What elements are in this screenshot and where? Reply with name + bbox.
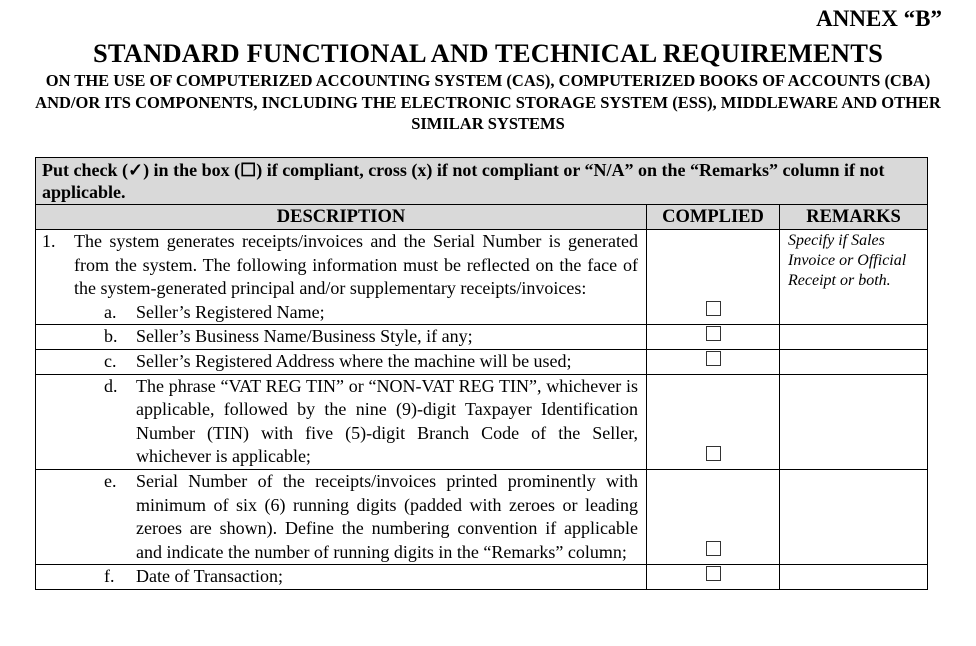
column-header-description: DESCRIPTION bbox=[36, 205, 647, 230]
subitem-letter: c. bbox=[104, 350, 117, 371]
subitem-text: Seller’s Registered Name; bbox=[136, 301, 325, 322]
complied-checkbox[interactable] bbox=[706, 566, 721, 581]
instruction-note: Put check (✓) in the box (☐) if compliant, cross (x) if not compliant or “N/A” on the “Remarks” column if not applicable. bbox=[36, 158, 928, 205]
document-subtitle: ON THE USE OF COMPUTERIZED ACCOUNTING SYSTEM (CAS), COMPUTERIZED BOOKS OF ACCOUNTS (CBA) AND/OR ITS COMPONENTS, INCLUDING THE ELECTRONIC STORAGE SYSTEM (ESS), MIDDLEWARE AND OTHER SIMILAR SYSTEMS bbox=[35, 71, 941, 133]
complied-checkbox[interactable] bbox=[706, 351, 721, 366]
table-row bbox=[36, 230, 928, 325]
remarks-cell: Specify if Sales Invoice or Official Receipt or both. bbox=[780, 230, 928, 325]
remarks-cell[interactable] bbox=[780, 565, 928, 590]
table-row bbox=[36, 565, 928, 590]
subitem-letter: d. bbox=[104, 375, 118, 396]
requirements-table bbox=[35, 157, 928, 590]
subitem-text: Date of Transaction; bbox=[136, 566, 283, 587]
table-row bbox=[36, 374, 928, 469]
document-title: STANDARD FUNCTIONAL AND TECHNICAL REQUIREMENTS bbox=[92, 38, 884, 68]
complied-checkbox[interactable] bbox=[706, 301, 721, 316]
complied-checkbox[interactable] bbox=[706, 446, 721, 461]
remarks-cell[interactable] bbox=[780, 325, 928, 350]
remarks-cell[interactable] bbox=[780, 349, 928, 374]
item-text: The system generates receipts/invoices and the Serial Number is generated from the system. The following information must be reflected on the face of the system-generated principal and/or supplementary receipts/invoices: bbox=[74, 231, 638, 299]
complied-checkbox[interactable] bbox=[706, 326, 721, 341]
remarks-cell[interactable] bbox=[780, 469, 928, 564]
subitem-letter: b. bbox=[104, 326, 118, 347]
subitem-text: Seller’s Registered Address where the machine will be used; bbox=[136, 350, 572, 371]
table-row bbox=[36, 469, 928, 564]
subitem-letter: a. bbox=[104, 301, 117, 322]
column-header-complied: COMPLIED bbox=[647, 205, 780, 230]
subitem-text: Serial Number of the receipts/invoices printed prominently with minimum of six (6) running digits (padded with zeroes or leading zeroes are shown). Define the numbering convention if applicable and indicate the number of running digits in the “Remarks” column; bbox=[136, 470, 638, 562]
complied-checkbox[interactable] bbox=[706, 541, 721, 556]
subitem-text: The phrase “VAT REG TIN” or “NON-VAT REG TIN”, whichever is applicable, followed by the nine (9)-digit Taxpayer Identification Number (TIN) with five (5)-digit Branch Code of the Seller, whichever is applicable; bbox=[136, 375, 638, 467]
subitem-letter: e. bbox=[104, 470, 117, 491]
column-header-remarks: REMARKS bbox=[780, 205, 928, 230]
item-number: 1. bbox=[42, 231, 56, 251]
table-row bbox=[36, 325, 928, 350]
subitem-letter: f. bbox=[104, 566, 115, 587]
subitem-text: Seller’s Business Name/Business Style, if any; bbox=[136, 326, 473, 347]
remarks-cell[interactable] bbox=[780, 374, 928, 469]
annex-label: ANNEX “B” bbox=[816, 6, 942, 31]
table-row bbox=[36, 349, 928, 374]
